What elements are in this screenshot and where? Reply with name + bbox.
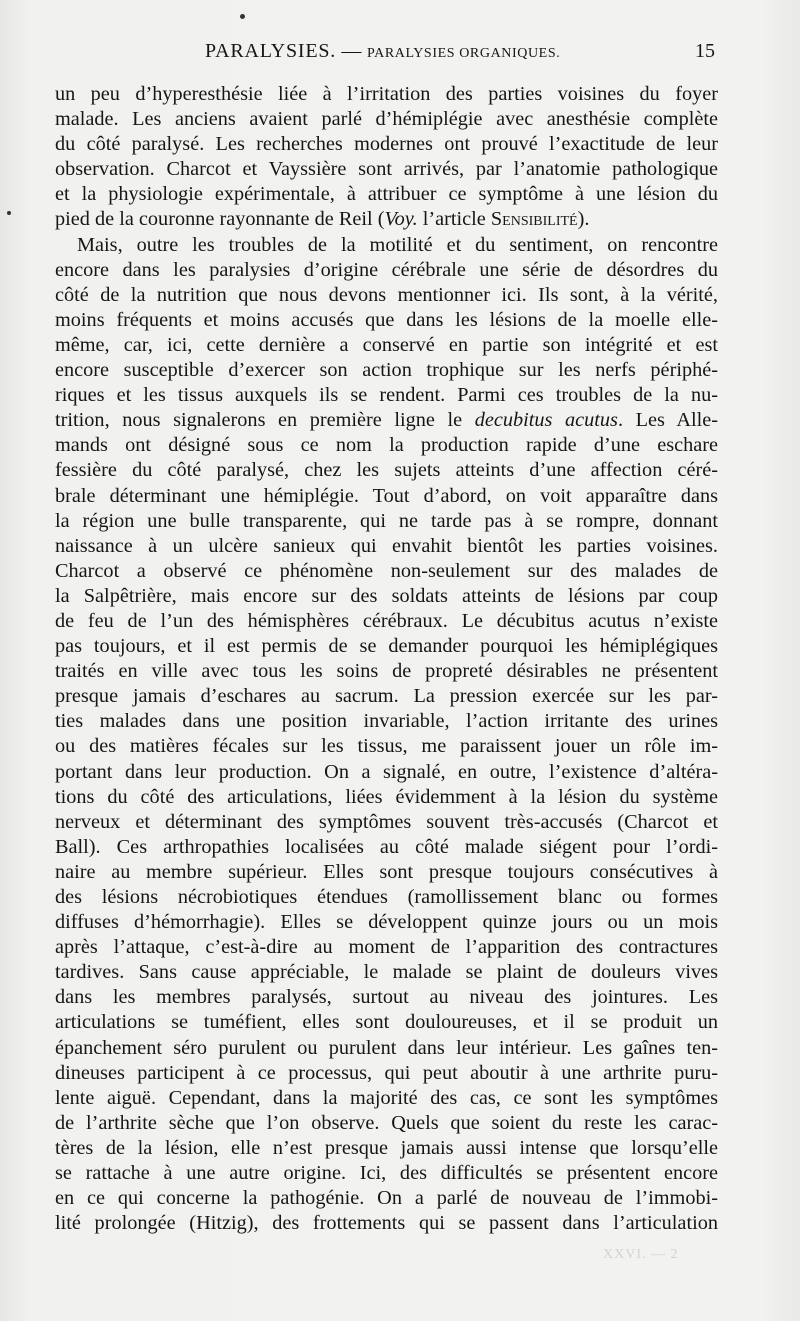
- text-line: naire au membre supérieur. Elles sont presque toujours consécutives à: [55, 860, 718, 883]
- text-line: nerveux et déterminant des symptômes souvent très-accusés (Charcot et: [55, 810, 718, 833]
- running-head-dash: —: [336, 40, 368, 62]
- text-segment: pied de la couronne rayonnante de Reil (: [55, 208, 385, 231]
- text-segment: l’article: [417, 208, 491, 231]
- text-line: [55, 408, 718, 433]
- text-line: ou des matières fécales sur les tissus, me paraissent jouer un rôle im-: [55, 735, 718, 758]
- cross-reference: Sensibilité: [490, 208, 578, 231]
- text-line: moins fréquents et moins accusés que dans les lésions de la moelle elle-: [55, 308, 718, 331]
- running-head: [205, 40, 560, 63]
- voy-abbrev: Voy.: [384, 208, 418, 231]
- text-line: traités en ville avec tous les soins de propreté désirables ne présentent: [55, 660, 718, 683]
- text-line: Mais, outre les troubles de la motilité et du sentiment, on rencontre: [77, 233, 718, 256]
- text-line: encore dans les paralysies d’origine cérébrale une série de désordres du: [55, 258, 718, 281]
- text-line: [55, 207, 718, 232]
- page-header: [55, 40, 715, 74]
- text-line: épanchement séro purulent ou purulent dans leur intérieur. Les gaînes ten-: [55, 1036, 718, 1059]
- text-line: riques et les tissus auxquels ils se rendent. Parmi ces troubles de la nu-: [55, 384, 718, 407]
- running-head-sub: PARALYSIES ORGANIQUES.: [367, 46, 561, 61]
- text-segment: trition, nous signalerons en première ligne le: [55, 409, 475, 432]
- text-line: articulations se tuméfient, elles sont douloureuses, et il se produit un: [55, 1011, 718, 1034]
- text-line: naissance à un ulcère sanieux qui envahit bientôt les parties voisines.: [55, 534, 718, 557]
- text-line: brale déterminant une hémiplégie. Tout d’abord, on voit apparaître dans: [55, 484, 718, 507]
- text-line: des lésions nécrobiotiques étendues (ramollissement blanc ou formes: [55, 886, 718, 908]
- text-line: Charcot a observé ce phénomène non-seulement sur des malades de: [55, 559, 718, 582]
- text-segment: ).: [577, 208, 590, 231]
- text-line: ties malades dans une position invariable, l’action irritante des urines: [55, 710, 718, 733]
- text-line: mands ont désigné sous ce nom la production rapide d’une eschare: [55, 434, 718, 457]
- text-line: tères de la lésion, elle n’est presque jamais aussi intense que lorsqu’elle: [55, 1136, 718, 1159]
- text-line: encore susceptible d’exercer son action trophique sur les nerfs périphé-: [55, 359, 718, 382]
- text-line: tardives. Sans cause appréciable, le malade se plaint de douleurs vives: [55, 961, 718, 984]
- text-line: observation. Charcot et Vayssière sont arrivés, par l’anatomie pathologique: [55, 158, 718, 181]
- sheet-signature: XXVI. — 2: [603, 1247, 679, 1262]
- text-line: presque jamais d’eschares au sacrum. La pression exercée sur les par-: [55, 685, 718, 708]
- text-line: se rattache à une autre origine. Ici, des difficultés se présentent encore: [55, 1162, 718, 1185]
- italic-term: decubitus acutus: [474, 409, 618, 432]
- text-line: tions du côté des articulations, liées évidemment à la lésion du système: [55, 785, 718, 808]
- text-line: et la physiologie expérimentale, à attribuer ce symptôme à une lésion du: [55, 183, 718, 206]
- text-line: de l’arthrite sèche que l’on observe. Quels que soient du reste les carac-: [55, 1111, 718, 1134]
- text-line: pas toujours, et il est permis de se demander pourquoi les hémiplégiques: [55, 635, 718, 658]
- text-line: fessière du côté paralysé, chez les sujets atteints d’une affection céré-: [55, 459, 718, 482]
- text-segment: . Les Alle-: [617, 409, 718, 432]
- text-line: diffuses d’hémorrhagie). Elles se développent quinze jours ou un mois: [55, 911, 718, 934]
- ink-spot: [7, 211, 11, 215]
- page-number: 15: [695, 40, 715, 62]
- text-line: du côté paralysé. Les recherches modernes ont prouvé l’exactitude de leur: [55, 133, 718, 156]
- text-line: la Salpêtrière, mais encore sur des soldats atteints de lésions par coup: [55, 584, 718, 607]
- text-line: en ce qui concerne la pathogénie. On a parlé de nouveau de l’immobi-: [55, 1187, 718, 1210]
- running-head-main: PARALYSIES.: [205, 40, 337, 62]
- text-line: dans les membres paralysés, surtout au niveau des jointures. Les: [55, 986, 718, 1009]
- text-line: de feu de l’un des hémisphères cérébraux. Le décubitus acutus n’existe: [55, 609, 718, 632]
- text-line: lité prolongée (Hitzig), des frottements qui se passent dans l’articulation: [55, 1212, 718, 1235]
- ink-spot: [240, 14, 245, 19]
- text-line: même, car, ici, cette dernière a conservé en partie son intégrité et est: [55, 333, 718, 356]
- text-line: la région une bulle transparente, qui ne tarde pas à se rompre, donnant: [55, 509, 718, 532]
- text-line: malade. Les anciens avaient parlé d’hémiplégie avec anesthésie complète: [55, 108, 718, 131]
- body-text: [55, 82, 718, 1236]
- text-line: portant dans leur production. On a signalé, en outre, l’existence d’altéra-: [55, 760, 718, 783]
- text-line: Ball). Ces arthropathies localisées au côté malade siégent pour l’ordi-: [55, 835, 718, 858]
- text-line: dineuses participent à ce processus, qui peut aboutir à une arthrite puru-: [55, 1061, 718, 1084]
- text-line: lente aiguë. Cependant, dans la majorité des cas, ce sont les symptômes: [55, 1086, 718, 1109]
- text-line: un peu d’hyperesthésie liée à l’irritation des parties voisines du foyer: [55, 83, 718, 105]
- text-line: après l’attaque, c’est-à-dire au moment de l’apparition des contractures: [55, 936, 718, 959]
- text-line: côté de la nutrition que nous devons mentionner ici. Ils sont, à la vérité,: [55, 283, 718, 306]
